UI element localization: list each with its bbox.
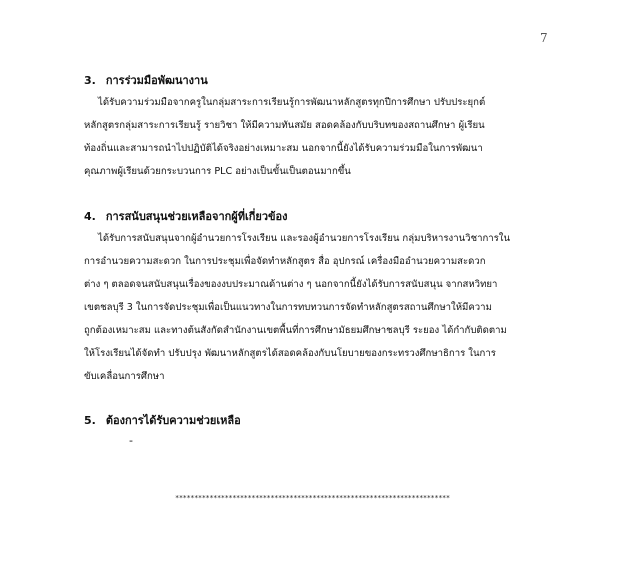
section-5-dash: - [129, 434, 133, 447]
section-3-line-1: ได้รับความร่วมมือจากครูในกลุ่มสาระการเรียนรู้การพัฒนาหลักสูตรทุกปีการศึกษา ปรับประยุกต์ [98, 97, 486, 108]
page-number: 7 [540, 31, 548, 45]
section-3-number: 3. [84, 74, 96, 87]
section-4-number: 4. [84, 210, 96, 223]
section-5-number: 5. [84, 414, 96, 427]
section-3-line-4: คุณภาพผู้เรียนด้วยกระบวนการ PLC อย่างเป็นขั้นเป็นตอนมากขึ้น [84, 166, 351, 177]
section-4-line-4: เขตชลบุรี 3 ในการจัดประชุมเพื่อเป็นแนวทางในการทบทวนการจัดทำหลักสูตรสถานศึกษาให้มีความ [84, 302, 492, 313]
section-4-line-3: ต่าง ๆ ตลอดจนสนับสนุนเรื่องของงบประมาณด้านต่าง ๆ นอกจากนี้ยังได้รับการสนับสนุน จากสหวิทยา [84, 279, 498, 290]
section-3-heading [84, 71, 208, 89]
section-3-line-2: หลักสูตรกลุ่มสาระการเรียนรู้ รายวิชา ให้มีความทันสมัย สอดคล้องกับบริบทของสถานศึกษา ผู้เรียน [84, 120, 485, 131]
section-4-title: การสนับสนุนช่วยเหลือจากผู้ที่เกี่ยวข้อง [105, 210, 288, 223]
section-4-line-2: การอำนวยความสะดวก ในการประชุมเพื่อจัดทำหลักสูตร สื่อ อุปกรณ์ เครื่องมืออำนวยความสะดวก [84, 256, 486, 267]
end-of-document-asterisks: ************************************************************************ [175, 494, 450, 502]
section-3-line-3: ท้องถิ่นและสามารถนำไปปฏิบัติได้จริงอย่างเหมาะสม นอกจากนี้ยังได้รับความร่วมมือในการพัฒนา [84, 143, 483, 154]
section-3-title: การร่วมมือพัฒนางาน [105, 74, 208, 87]
section-5-heading [84, 411, 241, 429]
section-4-heading [84, 207, 288, 225]
section-4-line-1: ได้รับการสนับสนุนจากผู้อำนวยการโรงเรียน และรองผู้อำนวยการโรงเรียน กลุ่มบริหารงานวิชาการใน [98, 233, 511, 244]
section-4-line-5: ถูกต้องเหมาะสม และทางต้นสังกัดสำนักงานเขตพื้นที่การศึกษามัธยมศึกษาชลบุรี ระยอง ได้กำกับติดตาม [84, 325, 507, 336]
section-4-line-7: ขับเคลื่อนการศึกษา [84, 371, 165, 382]
section-4-line-6: ให้โรงเรียนได้จัดทำ ปรับปรุง พัฒนาหลักสูตรได้สอดคล้องกับนโยบายของกระทรวงศึกษาธิการ ในการ [84, 348, 496, 359]
section-5-title: ต้องการได้รับความช่วยเหลือ [105, 414, 241, 427]
